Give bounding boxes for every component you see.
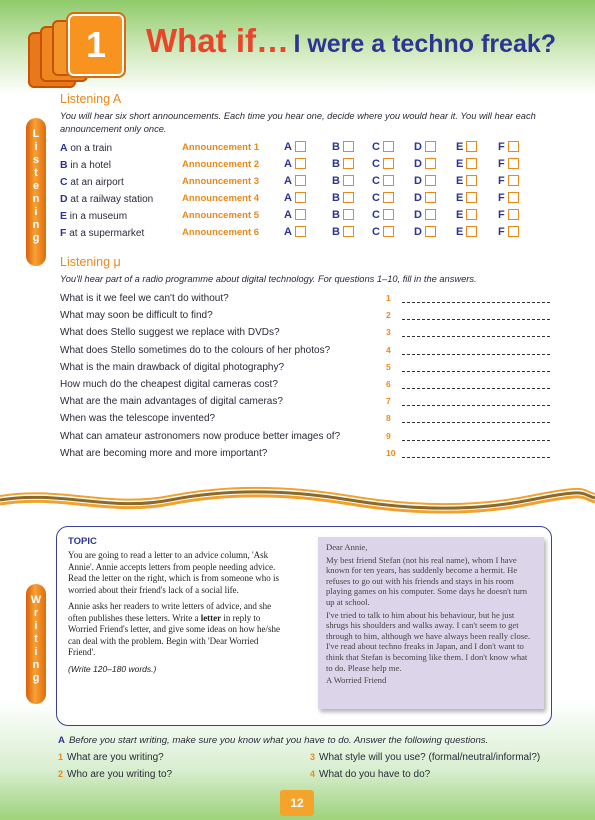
checkbox-icon[interactable]	[425, 141, 436, 152]
answer-checkbox[interactable]: A	[284, 192, 306, 204]
announcement-label: Announcement 4	[182, 193, 260, 204]
answer-line[interactable]	[402, 422, 550, 423]
checkbox-icon[interactable]	[295, 226, 306, 237]
answer-checkbox[interactable]: B	[332, 175, 354, 187]
answer-checkbox[interactable]: A	[284, 226, 306, 238]
checkbox-icon[interactable]	[383, 175, 394, 186]
answer-checkbox[interactable]: B	[332, 141, 354, 153]
before-question-3: 3 What style will you use? (formal/neutral/informal?)	[310, 752, 541, 763]
answer-checkbox[interactable]: F	[498, 158, 519, 170]
listening-side-letter: n	[32, 219, 40, 231]
answer-checkbox[interactable]: B	[332, 158, 354, 170]
answer-line[interactable]	[402, 388, 550, 389]
announcement-label: Announcement 2	[182, 159, 260, 170]
answer-checkbox[interactable]: C	[372, 141, 394, 153]
listening-side-letter: t	[34, 167, 38, 179]
question-row	[60, 362, 550, 379]
question-text: What is the main drawback of digital photography?	[60, 361, 285, 373]
writing-side-tab	[26, 584, 46, 704]
checkbox-icon[interactable]	[295, 158, 306, 169]
announcement-label: Announcement 6	[182, 227, 260, 238]
answer-line[interactable]	[402, 457, 550, 458]
answer-line[interactable]	[402, 302, 550, 303]
answer-line[interactable]	[402, 371, 550, 372]
announcement-row	[60, 176, 580, 193]
listening-a-instructions: You will hear six short announcements. Each time you hear one, decide where you would hear it. You will hear each announcement only once.	[60, 111, 536, 134]
checkbox-icon[interactable]	[425, 192, 436, 203]
unit-number: 1	[85, 24, 107, 65]
answer-line[interactable]	[402, 336, 550, 337]
answer-checkbox[interactable]: C	[372, 209, 394, 221]
announcement-label: Announcement 5	[182, 210, 260, 221]
question-number: 3	[386, 327, 391, 338]
answer-checkbox[interactable]: F	[498, 209, 519, 221]
checkbox-icon[interactable]	[466, 209, 477, 220]
question-text: When was the telescope invented?	[60, 413, 216, 425]
checkbox-icon[interactable]	[343, 209, 354, 220]
question-row	[60, 345, 550, 362]
writing-side-letter: i	[34, 620, 38, 632]
announcement-label: Announcement 1	[182, 142, 260, 153]
answer-checkbox[interactable]: E	[456, 175, 477, 187]
checkbox-icon[interactable]	[343, 158, 354, 169]
answer-checkbox[interactable]: D	[414, 192, 436, 204]
writing-side-letter: g	[32, 672, 40, 684]
checkbox-icon[interactable]	[343, 175, 354, 186]
announcement-row	[60, 227, 580, 244]
question-number: 6	[386, 379, 391, 389]
answer-checkbox[interactable]: E	[456, 192, 477, 204]
question-text: What may soon be difficult to find?	[60, 310, 213, 322]
place-option: C at an airport	[60, 176, 124, 188]
question-number: 9	[386, 430, 391, 441]
before-question-1: 1 What are you writing?	[58, 752, 164, 763]
writing-side-letter: W	[30, 594, 42, 606]
unit-badge	[28, 18, 128, 90]
answer-line[interactable]	[402, 405, 550, 406]
writing-side-letter: i	[34, 646, 38, 658]
answer-checkbox[interactable]: E	[456, 226, 477, 238]
question-text: What does Stello suggest we replace with DVDs?	[60, 327, 280, 339]
answer-checkbox[interactable]: D	[414, 209, 436, 221]
answer-checkbox[interactable]: D	[414, 226, 436, 238]
letter-card	[318, 537, 544, 709]
page-title	[146, 22, 556, 60]
question-row	[60, 396, 550, 413]
letter-signoff: A Worried Friend	[326, 675, 387, 686]
checkbox-icon[interactable]	[383, 141, 394, 152]
checkbox-icon[interactable]	[466, 158, 477, 169]
writing-side-letter: t	[34, 633, 38, 645]
checkbox-icon[interactable]	[508, 226, 519, 237]
checkbox-icon[interactable]	[508, 192, 519, 203]
answer-line[interactable]	[402, 354, 550, 355]
writing-side-letter: n	[32, 659, 40, 671]
question-number: 2	[386, 310, 391, 321]
answer-checkbox[interactable]: A	[284, 158, 306, 170]
checkbox-icon[interactable]	[343, 226, 354, 237]
listening-b-heading: Listening μ	[60, 255, 121, 269]
checkbox-icon[interactable]	[508, 209, 519, 220]
question-row	[60, 448, 550, 465]
answer-checkbox[interactable]: E	[456, 209, 477, 221]
checkbox-icon[interactable]	[425, 175, 436, 186]
page-number: 12	[280, 790, 314, 816]
place-option: F at a supermarket	[60, 227, 145, 239]
checkbox-icon[interactable]	[466, 192, 477, 203]
listening-side-tab	[26, 118, 46, 266]
checkbox-icon[interactable]	[295, 141, 306, 152]
question-row	[60, 327, 550, 344]
question-number: 8	[386, 413, 391, 424]
checkbox-icon[interactable]	[295, 209, 306, 220]
answer-checkbox[interactable]: C	[372, 175, 394, 187]
answer-checkbox[interactable]: E	[456, 158, 477, 170]
question-number: 5	[386, 361, 391, 372]
answer-checkbox[interactable]: C	[372, 192, 394, 204]
answer-checkbox[interactable]: F	[498, 141, 519, 153]
unit-number-tab	[68, 14, 124, 76]
letter-paragraph-1: My best friend Stefan (not his real name), whom I have known for ten years, has suddenly become a hermit. He refuses to go out with his friends and stays in his room playing games on his computer. Some days he doesn't turn up at school.	[326, 554, 528, 607]
question-text: What does Stello sometimes do to the colours of her photos?	[60, 344, 331, 356]
checkbox-icon[interactable]	[425, 158, 436, 169]
question-text: How much do the cheapest digital cameras cost?	[60, 379, 278, 390]
checkbox-icon[interactable]	[343, 141, 354, 152]
place-option: A on a train	[60, 142, 113, 154]
listening-b-instructions: You'll hear part of a radio programme about digital technology. For questions 1–10, fill in the answers.	[60, 274, 477, 284]
listening-side-letter: s	[32, 154, 40, 166]
place-option: E in a museum	[60, 210, 128, 222]
title-rest: I were a techno freak?	[293, 30, 557, 58]
listening-side-letter: i	[34, 206, 38, 218]
checkbox-icon[interactable]	[295, 192, 306, 203]
topic-text	[68, 550, 288, 680]
answer-checkbox[interactable]: F	[498, 226, 519, 238]
checkbox-icon[interactable]	[343, 192, 354, 203]
announcement-row	[60, 142, 580, 159]
answer-checkbox[interactable]: C	[372, 158, 394, 170]
checkbox-icon[interactable]	[295, 175, 306, 186]
announcement-row	[60, 193, 580, 210]
question-text: What can amateur astronomers now produce better images of?	[60, 430, 341, 442]
answer-checkbox[interactable]: F	[498, 175, 519, 187]
checkbox-icon[interactable]	[383, 209, 394, 220]
question-number: 4	[386, 344, 391, 355]
checkbox-icon[interactable]	[383, 192, 394, 203]
answer-checkbox[interactable]: B	[332, 192, 354, 204]
checkbox-icon[interactable]	[383, 226, 394, 237]
checkbox-icon[interactable]	[508, 141, 519, 152]
listening-side-letter: L	[32, 128, 40, 140]
question-row	[60, 293, 550, 310]
question-number: 10	[386, 447, 396, 458]
answer-line[interactable]	[402, 319, 550, 320]
listening-side-letter: i	[34, 141, 38, 153]
checkbox-icon[interactable]	[508, 175, 519, 186]
answer-line[interactable]	[402, 440, 550, 441]
answer-checkbox[interactable]: D	[414, 141, 436, 153]
announcement-row	[60, 210, 580, 227]
question-row	[60, 413, 550, 430]
topic-label: TOPIC	[68, 536, 97, 547]
question-text: What are the main advantages of digital cameras?	[60, 396, 283, 408]
answer-checkbox[interactable]: A	[284, 175, 306, 187]
checkbox-icon[interactable]	[425, 226, 436, 237]
answer-checkbox[interactable]: E	[456, 141, 477, 153]
listening-side-letter: e	[32, 180, 40, 192]
listening-side-letter: g	[32, 232, 40, 244]
announcement-label: Announcement 3	[182, 176, 260, 187]
checkbox-icon[interactable]	[466, 175, 477, 186]
question-number: 7	[386, 396, 391, 407]
answer-checkbox[interactable]: F	[498, 192, 519, 204]
checkbox-icon[interactable]	[425, 209, 436, 220]
listening-side-letter: n	[32, 193, 40, 205]
answer-checkbox[interactable]: A	[284, 141, 306, 153]
answer-checkbox[interactable]: D	[414, 175, 436, 187]
listening-a-heading: Listening A	[60, 92, 122, 106]
place-option: B in a hotel	[60, 159, 111, 171]
letter-greeting: Dear Annie,	[326, 542, 368, 552]
question-text: What are becoming more and more important?	[60, 447, 268, 459]
answer-checkbox[interactable]: C	[372, 226, 394, 238]
before-question-4: 4 What do you have to do?	[310, 769, 431, 780]
checkbox-icon[interactable]	[466, 141, 477, 152]
before-question-2: 2 Who are you writing to?	[58, 769, 173, 780]
wave-divider	[0, 486, 595, 516]
topic-paragraph-1: You are going to read a letter to an advice column, 'Ask Annie'. Annie accepts letters from people needing advice. Read the letter on the right, which is from someone who is worried about their friend's lack of a social life.	[68, 550, 279, 595]
checkbox-icon[interactable]	[383, 158, 394, 169]
answer-checkbox[interactable]: B	[332, 209, 354, 221]
question-number: 1	[386, 293, 391, 303]
answer-checkbox[interactable]: B	[332, 226, 354, 238]
letter-paragraph-2: I've tried to talk to him about his behaviour, but he just shrugs his shoulders and walks away. I can't seem to get through to him, although we have always been really close. I've read about techno freaks in Japan, and I don't want to think that Stefan is becoming like them. I don't know what to do. Please help me.	[326, 609, 531, 673]
question-text: What is it we feel we can't do without?	[60, 293, 229, 304]
question-row	[60, 310, 550, 327]
answer-checkbox[interactable]: A	[284, 209, 306, 221]
announcement-row	[60, 159, 580, 176]
checkbox-icon[interactable]	[508, 158, 519, 169]
before-writing-instructions: A Before you start writing, make sure you know what you have to do. Answer the following questions.	[58, 735, 489, 746]
answer-checkbox[interactable]: D	[414, 158, 436, 170]
word-count: (Write 120–180 words.)	[68, 663, 157, 674]
topic-paragraph-2: Annie asks her readers to write letters of advice, and she often publishes these letters. Write a letter in reply to Worried Friend's letter, and give some ideas on how he/she can deal with the problem. Begin with 'Dear Worried Friend'.	[68, 601, 280, 657]
title-what-if: What if…	[146, 22, 289, 59]
question-row	[60, 431, 550, 448]
checkbox-icon[interactable]	[466, 226, 477, 237]
place-option: D at a railway station	[60, 193, 154, 205]
question-row	[60, 379, 550, 396]
writing-side-letter: r	[33, 607, 39, 619]
